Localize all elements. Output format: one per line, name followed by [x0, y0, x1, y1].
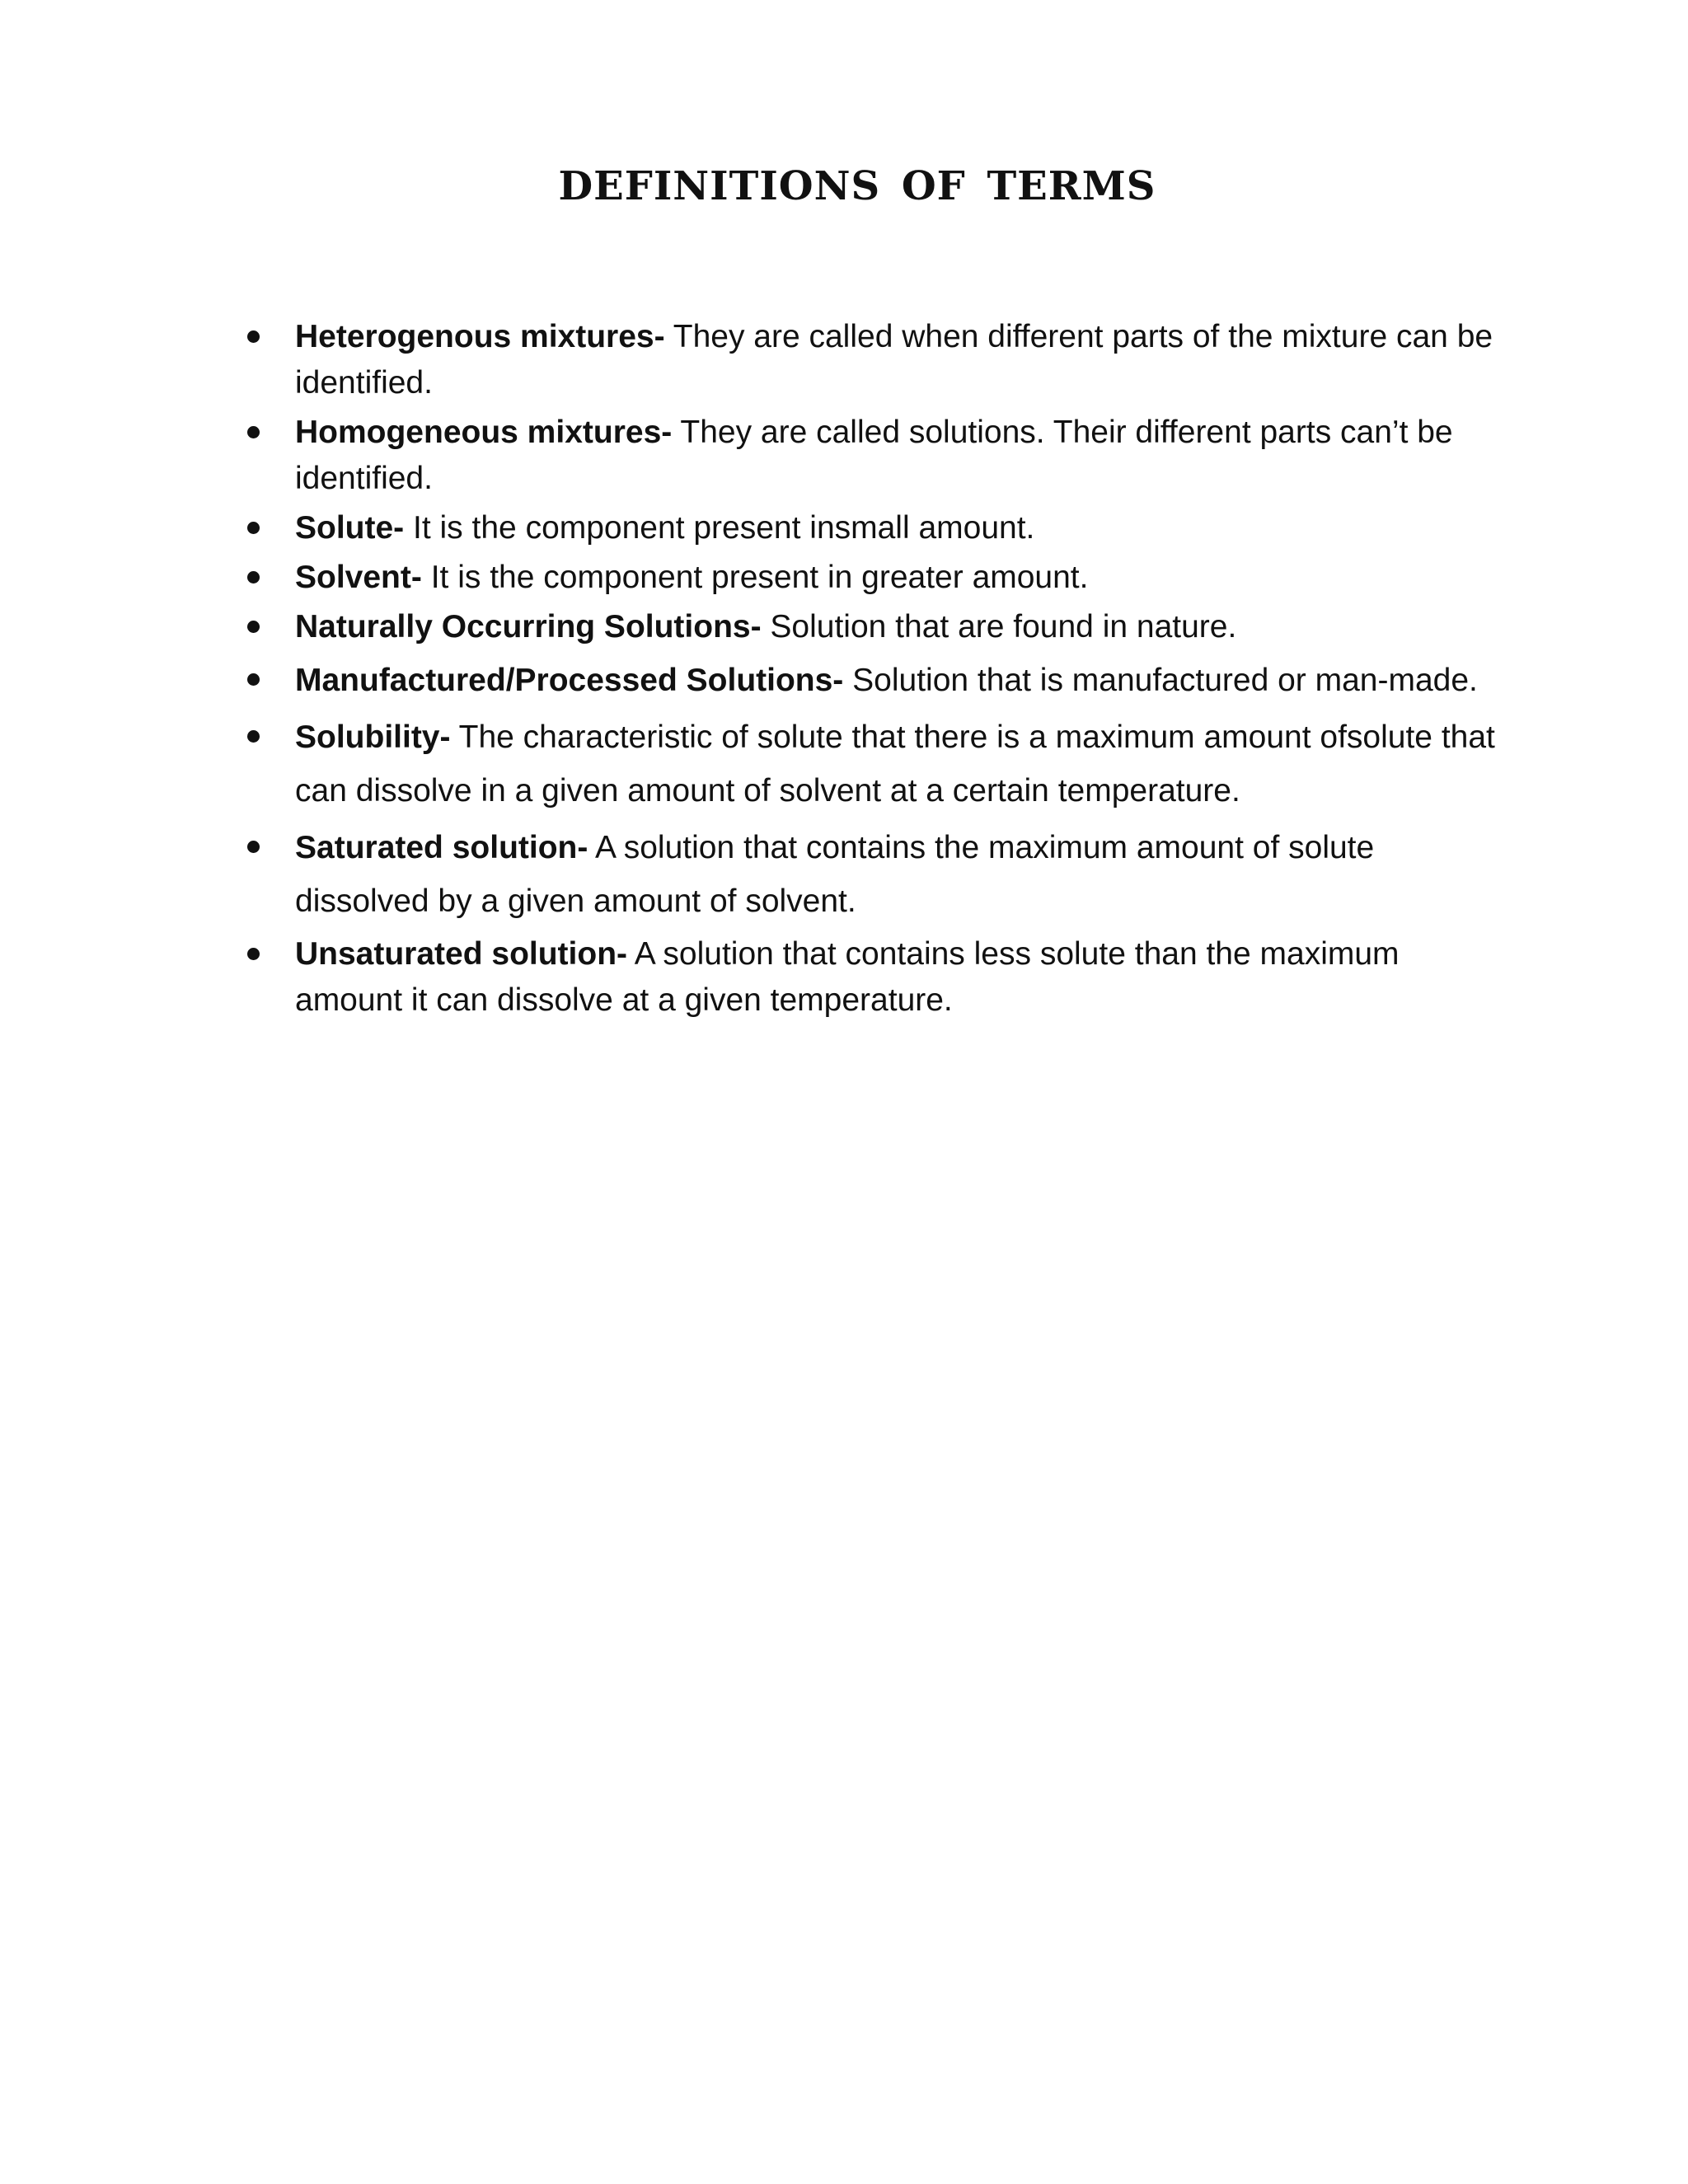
term-heading: Homogeneous mixtures-	[295, 415, 673, 450]
term-definition: They are called solutions. Their different parts can’t be identified.	[295, 415, 1453, 496]
list-item	[243, 410, 1496, 502]
bullet-icon	[247, 571, 260, 583]
term-heading: Manufactured/Processed Solutions-	[295, 663, 844, 698]
term-definition: Solution that is manufactured or man-made.	[843, 663, 1478, 698]
term-definition: A solution that contains less solute than the maximum amount it can dissolve at a given temperature.	[295, 936, 1400, 1018]
list-item	[243, 505, 1496, 551]
term-heading: Solvent-	[295, 560, 422, 595]
term-definition: It is the component present insmall amount.	[404, 510, 1035, 546]
term-heading: Heterogenous mixtures-	[295, 319, 665, 354]
term-definition: The characteristic of solute that there is a maximum amount ofsolute that can dissolve in a given amount of solvent at a certain temperature.	[295, 719, 1495, 808]
bullet-icon	[247, 426, 260, 438]
term-heading: Solubility-	[295, 719, 451, 755]
definitions-list	[243, 314, 1496, 1024]
list-item	[243, 555, 1496, 601]
term-heading: Saturated solution-	[295, 830, 588, 865]
term-definition: A solution that contains the maximum amount of solute dissolved by a given amount of solvent.	[295, 830, 1375, 919]
list-item	[243, 604, 1496, 650]
list-item	[243, 654, 1496, 707]
term-definition: They are called when different parts of the mixture can be identified.	[295, 319, 1493, 401]
term-definition: Solution that are found in nature.	[761, 609, 1237, 644]
list-item	[243, 710, 1496, 818]
list-item	[243, 821, 1496, 928]
bullet-icon	[247, 673, 260, 686]
bullet-icon	[247, 330, 260, 343]
bullet-icon	[247, 621, 260, 633]
bullet-icon	[247, 948, 260, 960]
term-heading: Solute-	[295, 510, 405, 546]
bullet-icon	[247, 841, 260, 853]
term-heading: Naturally Occurring Solutions-	[295, 609, 762, 644]
list-item	[243, 931, 1496, 1024]
term-heading: Unsaturated solution-	[295, 936, 628, 972]
bullet-icon	[247, 522, 260, 534]
term-definition: It is the component present in greater amount.	[421, 560, 1089, 595]
bullet-icon	[247, 730, 260, 743]
page-title: DEFINITIONS OF TERMS	[558, 163, 1156, 209]
list-item	[243, 314, 1496, 406]
